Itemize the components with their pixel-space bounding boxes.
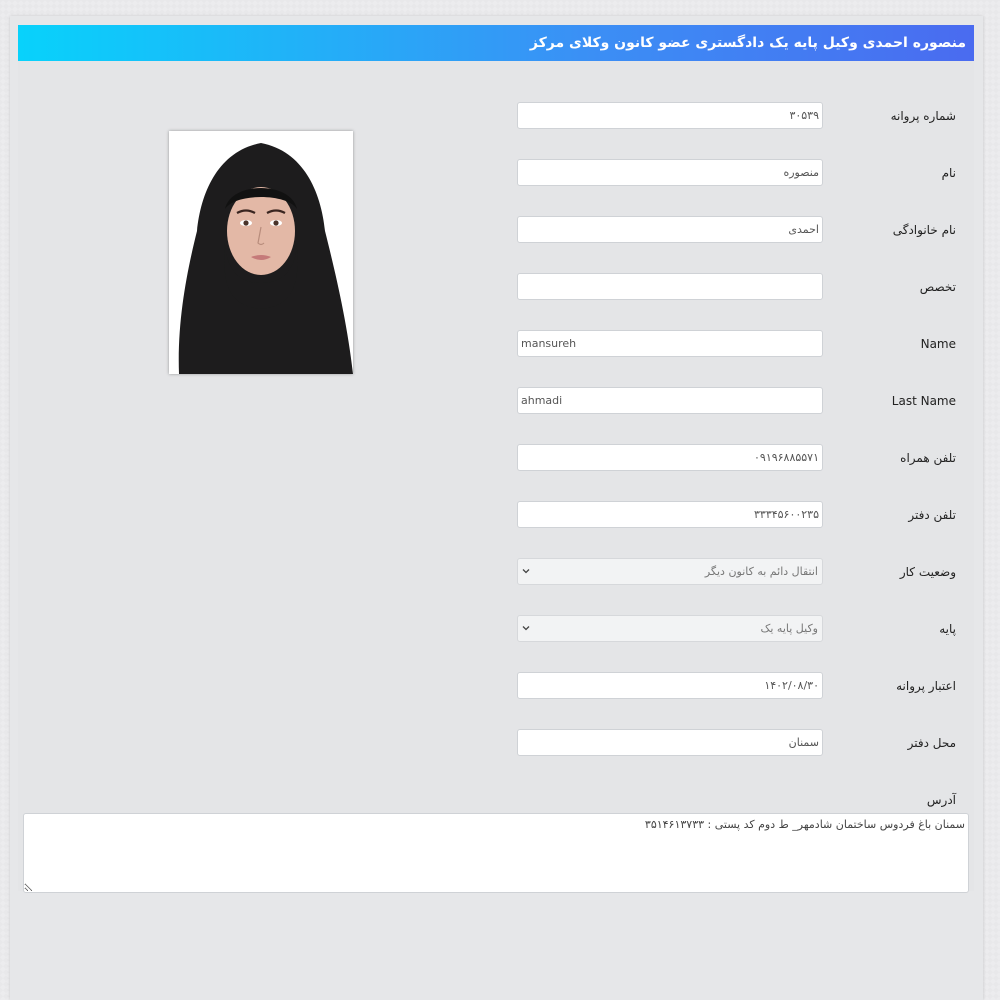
last-name-fa-label: نام خانوادگی — [892, 223, 956, 237]
address-label: آدرس — [926, 793, 956, 807]
profile-photo — [169, 131, 353, 374]
office-phone-field[interactable] — [517, 501, 823, 528]
name-en-field[interactable] — [517, 330, 823, 357]
license-number-label: شماره پروانه — [890, 109, 956, 123]
grade-selected: وکیل پایه یک — [760, 622, 818, 635]
portrait-image — [169, 131, 353, 374]
first-name-field[interactable] — [517, 159, 823, 186]
name-en-label: Name — [920, 337, 956, 351]
grade-label: پایه — [939, 622, 956, 636]
last-name-en-label: Last Name — [891, 394, 956, 408]
grade-select[interactable] — [517, 615, 823, 642]
mobile-label: تلفن همراه — [900, 451, 956, 465]
license-validity-label: اعتبار پروانه — [896, 679, 956, 693]
work-status-select[interactable] — [517, 558, 823, 585]
office-location-field[interactable] — [517, 729, 823, 756]
work-status-selected: انتقال دائم به کانون دیگر — [704, 565, 818, 578]
profile-form — [18, 61, 974, 891]
profile-panel — [10, 16, 983, 1000]
office-phone-label: تلفن دفتر — [908, 508, 956, 522]
mobile-field[interactable] — [517, 444, 823, 471]
specialty-field[interactable] — [517, 273, 823, 300]
work-status-label: وضعیت کار — [899, 565, 956, 579]
last-name-en-field[interactable] — [517, 387, 823, 414]
last-name-fa-field[interactable] — [517, 216, 823, 243]
specialty-label: تخصص — [919, 280, 956, 294]
page-title: منصوره احمدی وکیل پایه یک دادگستری عضو کانون وکلای مرکز — [18, 25, 974, 61]
address-textarea[interactable] — [23, 813, 969, 893]
chevron-down-icon — [522, 624, 530, 632]
office-location-label: محل دفتر — [907, 736, 956, 750]
license-number-field[interactable] — [517, 102, 823, 129]
license-validity-field[interactable] — [517, 672, 823, 699]
chevron-down-icon — [522, 567, 530, 575]
first-name-label: نام — [941, 166, 956, 180]
